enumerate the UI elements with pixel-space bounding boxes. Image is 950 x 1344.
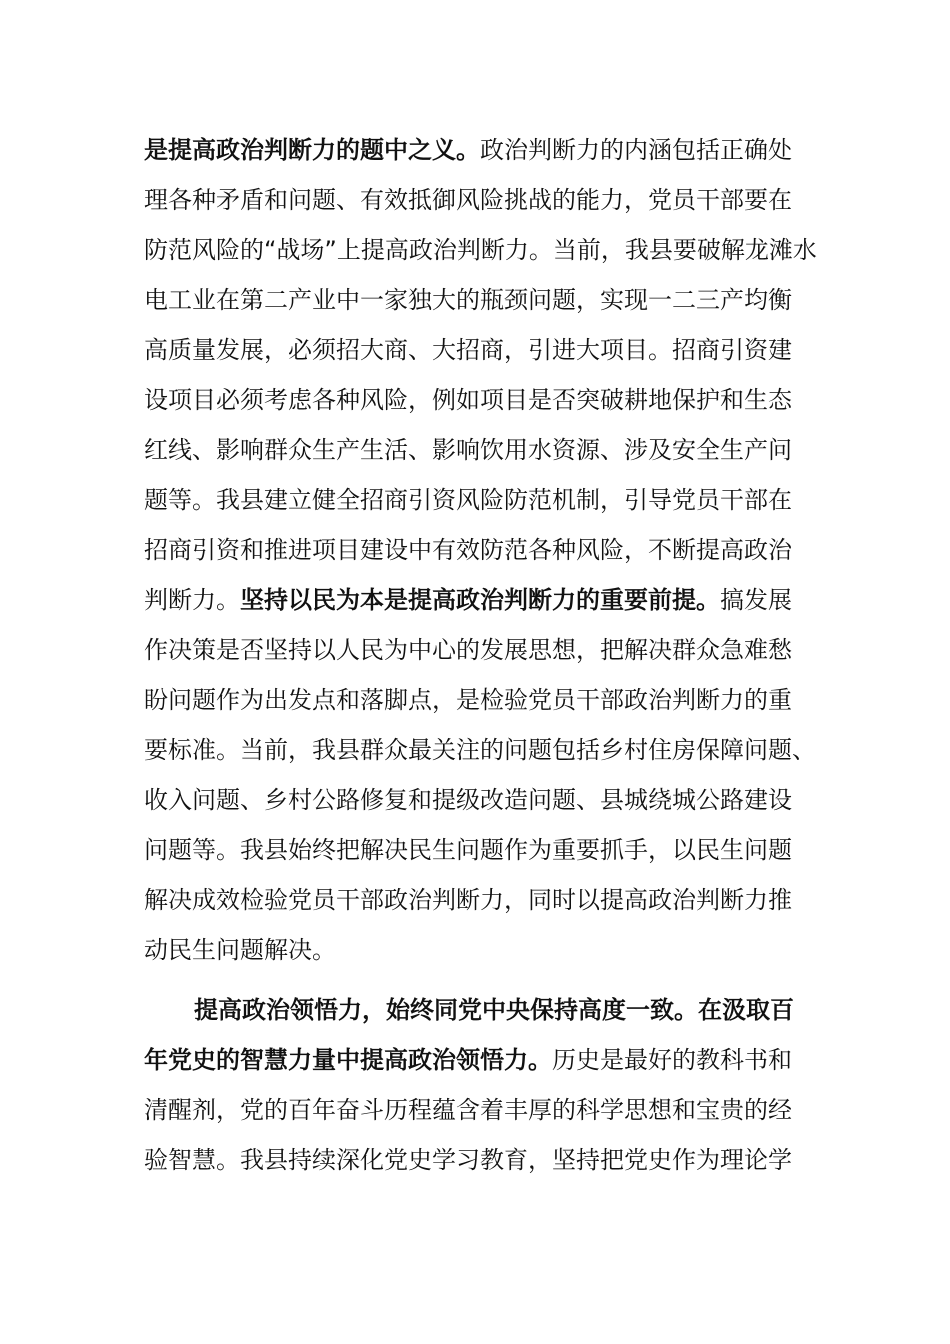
text-line: 盼问题作为出发点和落脚点，是检验党员干部政治判断力的重 bbox=[144, 686, 792, 714]
text-line bbox=[144, 1044, 792, 1076]
bold-phrase: 年党史的智慧力量中提高政治领悟力。 bbox=[144, 1046, 552, 1074]
text-line: 理各种矛盾和问题、有效抵御风险挑战的能力，党员干部要在 bbox=[144, 186, 792, 214]
text-line: 高质量发展，必须招大商、大招商，引进大项目。招商引资建 bbox=[144, 336, 792, 364]
text-line: 要标准。当前，我县群众最关注的问题包括乡村住房保障问题、 bbox=[144, 736, 816, 764]
text-line: 招商引资和推进项目建设中有效防范各种风险，不断提高政治 bbox=[144, 536, 792, 564]
bold-phrase: 坚持以民为本是提高政治判断力的重要前提。 bbox=[240, 586, 720, 614]
text-line: 防范风险的“战场”上提高政治判断力。当前，我县要破解龙滩水 bbox=[144, 236, 817, 264]
text-line: 红线、影响群众生产生活、影响饮用水资源、涉及安全生产问 bbox=[144, 436, 792, 464]
text-line: 作决策是否坚持以人民为中心的发展思想，把解决群众急难愁 bbox=[144, 636, 792, 664]
bold-phrase: 是提高政治判断力的题中之义。 bbox=[144, 136, 480, 164]
text-line bbox=[144, 584, 792, 616]
text-line: 验智慧。我县持续深化党史学习教育，坚持把党史作为理论学 bbox=[144, 1146, 792, 1174]
line-text: 政治判断力的内涵包括正确处 bbox=[480, 136, 792, 164]
text-line: 动民生问题解决。 bbox=[144, 936, 336, 964]
text-line: 电工业在第二产业中一家独大的瓶颈问题，实现一二三产均衡 bbox=[144, 286, 792, 314]
text-line: 清醒剂，党的百年奋斗历程蕴含着丰厚的科学思想和宝贵的经 bbox=[144, 1096, 792, 1124]
line-text: 搞发展 bbox=[720, 586, 792, 614]
text-line: 问题等。我县始终把解决民生问题作为重要抓手，以民生问题 bbox=[144, 836, 792, 864]
line-text: 历史是最好的教科书和 bbox=[552, 1046, 792, 1074]
text-line: 设项目必须考虑各种风险，例如项目是否突破耕地保护和生态 bbox=[144, 386, 792, 414]
text-line: 收入问题、乡村公路修复和提级改造问题、县城绕城公路建设 bbox=[144, 786, 792, 814]
text-line: 题等。我县建立健全招商引资风险防范机制，引导党员干部在 bbox=[144, 486, 792, 514]
text-line bbox=[144, 134, 792, 166]
section-heading-line: 提高政治领悟力，始终同党中央保持高度一致。在汲取百 bbox=[194, 996, 794, 1024]
text-line: 解决成效检验党员干部政治判断力，同时以提高政治判断力推 bbox=[144, 886, 792, 914]
line-text: 判断力。 bbox=[144, 586, 240, 614]
